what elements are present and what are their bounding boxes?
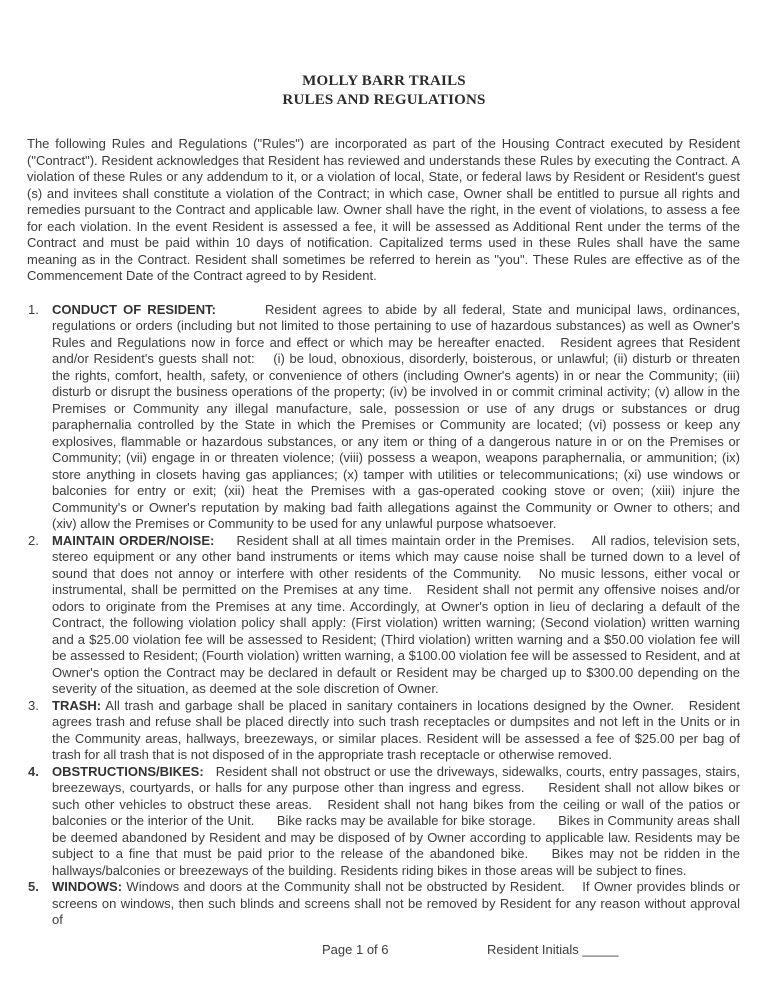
rule-body: All trash and garbage shall be placed in sanitary containers in locations designed by the Owner. Resident agrees trash and refuse shall be placed directly into such trash receptacles or dumpsites and not left in the Units or in the Community areas, hallways, breezeways, or similar places. Resident will be assessed a fee of $25.00 per bag of trash for all trash that is not disposed of in the appropriate trash receptacle or otherwise removed. (52, 697, 740, 762)
rule-body: Windows and doors at the Community shall not be obstructed by Resident. If Owner provides blinds or screens on windows, then such blinds and screens shall not be removed by Resident for any reason without approval of (52, 879, 740, 927)
rule-number: 3. (28, 697, 39, 713)
rules-list (27, 302, 740, 929)
rule-number: 1. (28, 301, 39, 317)
document-title-line2: RULES AND REGULATIONS (282, 92, 486, 108)
rule-heading: MAINTAIN ORDER/NOISE: (52, 532, 215, 548)
intro-paragraph: The following Rules and Regulations ("Rules") are incorporated as part of the Housing Contract executed by Resident ("Contract"). Resident acknowledges that Resident has reviewed and understands these Rules by executing the Contract. A violation of these Rules or any addendum to it, or a violation of local, State, or federal laws by Resident or Resident's guest (s) and invitees shall constitute a violation of the Contract; in which case, Owner shall be entitled to pursue all rights and remedies pursuant to the Contract and applicable law. Owner shall have the right, in the event of violations, to assess a fee for each violation. In the event Resident is assessed a fee, it will be assessed as Additional Rent under the terms of the Contract and must be paid within 10 days of notification. Capitalized terms used in these Rules shall have the same meaning as in the Contract. Resident shall sometimes be referred to herein as "you". These Rules are effective as of the Commencement Date of the Contract agreed to by Resident. (27, 136, 740, 283)
document-title (0, 0, 768, 110)
rule-item-windows (27, 879, 740, 929)
rule-number: 2. (28, 532, 39, 548)
rule-number: 4. (28, 763, 39, 779)
rule-heading: TRASH: (52, 697, 102, 713)
rule-number: 5. (28, 879, 39, 894)
rule-body: Resident shall at all times maintain order in the Premises. All radios, television sets, stereo equipment or any other band instruments or items which may cause noise shall be turned down to a level of sound that does not annoy or interfere with other residents of the Community. No music lessons, either vocal or instrumental, shall be permitted on the Premises at any time. Resident shall not permit any offensive noises and/or odors to originate from the Premises at any time. Accordingly, at Owner's option in lieu of declaring a default of the Contract, the following violation policy shall apply: (First violation) written warning; (Second violation) written warning and a $25.00 violation fee will be assessed to Resident; (Third violation) written warning and a $50.00 violation fee will be assessed to Resident; (Fourth violation) written warning, a $100.00 violation fee will be assessed to Resident, and at Owner's option the Contract may be declared in default or Resident may be charged up to $300.00 depending on the severity of the situation, as deemed at the sole discretion of Owner. (52, 532, 740, 696)
rule-body: Resident shall not obstruct or use the driveways, sidewalks, courts, entry passages, stairs, breezeways, courtyards, or halls for any purpose other than ingress and egress. Resident shall not allow bikes or such other vehicles to obstruct these areas. Resident shall not hang bikes from the ceiling or wall of the patios or balconies or the interior of the Unit. Bike racks may be available for bike storage. Bikes in Community areas shall be deemed abandoned by Resident and may be disposed of by Owner according to applicable law. Residents may be subject to a fine that must be paid prior to the release of the abandoned bike. Bikes may not be ridden in the hallways/balconies or breezeways of the building. Residents riding bikes in those areas will be subject to fines. (52, 763, 740, 878)
rule-heading: CONDUCT OF RESIDENT: (52, 301, 216, 317)
rule-heading: OBSTRUCTIONS/BIKES: (52, 763, 204, 779)
page-number: Page 1 of 6 (322, 941, 389, 957)
rule-body: Resident agrees to abide by all federal, State and municipal laws, ordinances, regulations or orders (including but not limited to those pertaining to use of hazardous substances) as well as Owner's Rules and Regulations now in force and effect or which may be hereafter enacted. Resident agrees that Resident and/or Resident's guests shall not: (i) be loud, obnoxious, disorderly, boisterous, or unlawful; (ii) disturb or threaten the rights, comfort, health, safety, or convenience of others (including Owner's agents) in or near the Community; (iii) disturb or disrupt the business operations of the property; (iv) be involved in or commit criminal activity; (v) allow in the Premises or Community any illegal manufacture, sale, possession or use of any drugs or substances or drug paraphernalia controlled by the State in which the Premises or Community are located; (vi) possess or keep any explosives, flammable or hazardous substances, or any item or thing of a dangerous nature in or on the Premises or Community; (vii) engage in or threaten violence; (viii) possess a weapon, weapons paraphernalia, or ammunition; (ix) store anything in closets having gas appliances; (x) tamper with utilities or telecommunications; (xi) use windows or balconies for entry or exit; (xii) heat the Premises with a gas-operated cooking stove or oven; (xiii) injure the Community's or Owner's reputation by making bad faith allegations against the Community or Owner to others; and (xiv) allow the Premises or Community to be used for any unlawful purpose whatsoever. (52, 301, 741, 531)
page-footer (0, 942, 768, 960)
rule-item-obstructions-bikes (27, 764, 740, 880)
resident-initials-blank: Resident Initials _____ (487, 941, 619, 957)
rule-item-maintain-order-noise (27, 533, 740, 698)
document-title-line1: MOLLY BARR TRAILS (302, 73, 466, 89)
rule-heading: WINDOWS: (52, 879, 123, 894)
rule-item-conduct-of-resident (27, 302, 740, 533)
rule-item-trash (27, 698, 740, 764)
